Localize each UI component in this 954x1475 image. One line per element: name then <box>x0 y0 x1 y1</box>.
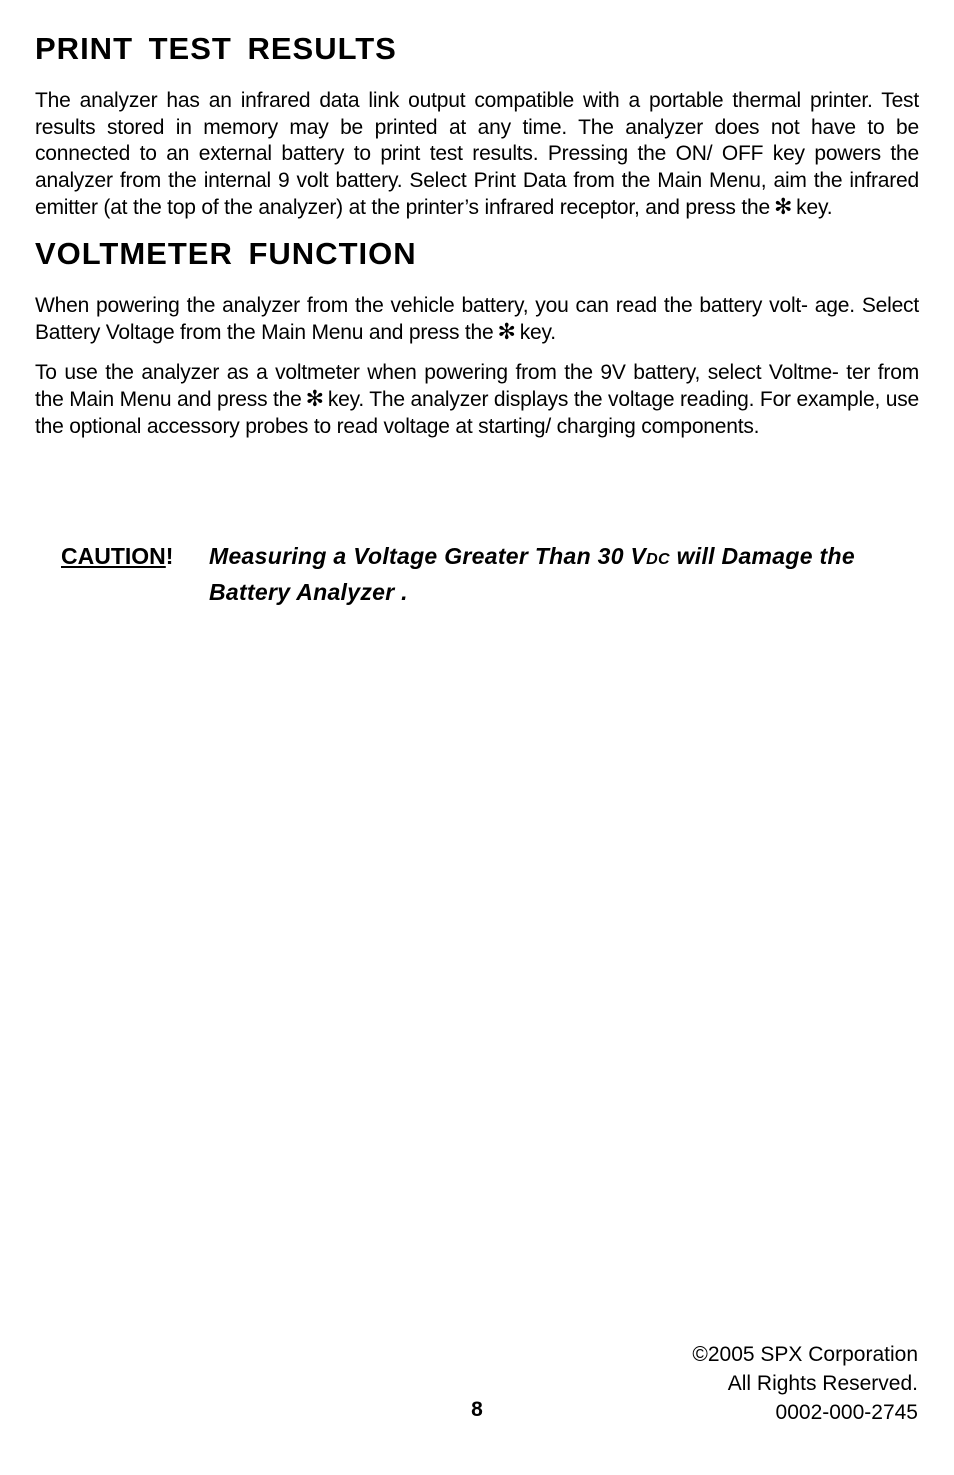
document-page <box>35 30 919 453</box>
voltmeter-paragraph-2 <box>35 360 919 441</box>
footer-copyright-block <box>692 1340 918 1427</box>
voltmeter-text-1-end: key. <box>519 321 556 344</box>
dc-unit-subscript: DC <box>646 551 670 568</box>
caution-word: CAUTION <box>61 543 166 569</box>
copyright-line: ©2005 SPX Corporation <box>692 1343 918 1366</box>
page-number: 8 <box>471 1398 483 1421</box>
print-test-results-heading: PRINT TEST RESULTS <box>35 31 397 66</box>
asterisk-key-icon: ✻ <box>773 194 793 219</box>
voltmeter-text-2-end: key. The analyzer displays the voltage reading. For example, use the optional accessory probes to read voltage at starting/ charging components. <box>35 388 919 438</box>
caution-exclamation: ! <box>165 543 174 569</box>
caution-label <box>61 540 173 572</box>
voltmeter-text-2: To use the analyzer as a voltmeter when powering from the 9V battery, select Voltme- ter from the Main Menu and press the <box>35 360 919 411</box>
rights-line: All Rights Reserved. <box>727 1372 918 1395</box>
asterisk-key-icon: ✻ <box>497 319 516 344</box>
voltmeter-paragraph-1 <box>35 293 919 347</box>
print-test-results-paragraph <box>35 88 919 222</box>
print-text: The analyzer has an infrared data link output compatible with a portable thermal printer. Test results stored in memory may be printed at any time. The analyzer does not have to be connected to an external battery to print test results. Pressing the ON/ OFF key powers the analyzer from the internal 9 volt battery. Select Print Data from the Main Menu, aim the infrared emitter (at the top of the analyzer) at the printer’s infrared receptor, and press the <box>35 89 919 219</box>
part-number: 0002-000-2745 <box>775 1401 918 1424</box>
caution-text-end: will Damage the Battery Analyzer . <box>209 543 855 605</box>
voltmeter-function-heading: VOLTMETER FUNCTION <box>35 235 417 271</box>
voltmeter-text-1: When powering the analyzer from the vehicle battery, you can read the battery volt- age. Select Battery Voltage from the Main Menu and press the <box>35 293 919 344</box>
print-text-end: key. <box>796 196 833 219</box>
caution-text-start: Measuring a Voltage Greater Than 30 V <box>209 543 647 569</box>
asterisk-key-icon: ✻ <box>305 386 324 411</box>
caution-text <box>209 540 909 608</box>
